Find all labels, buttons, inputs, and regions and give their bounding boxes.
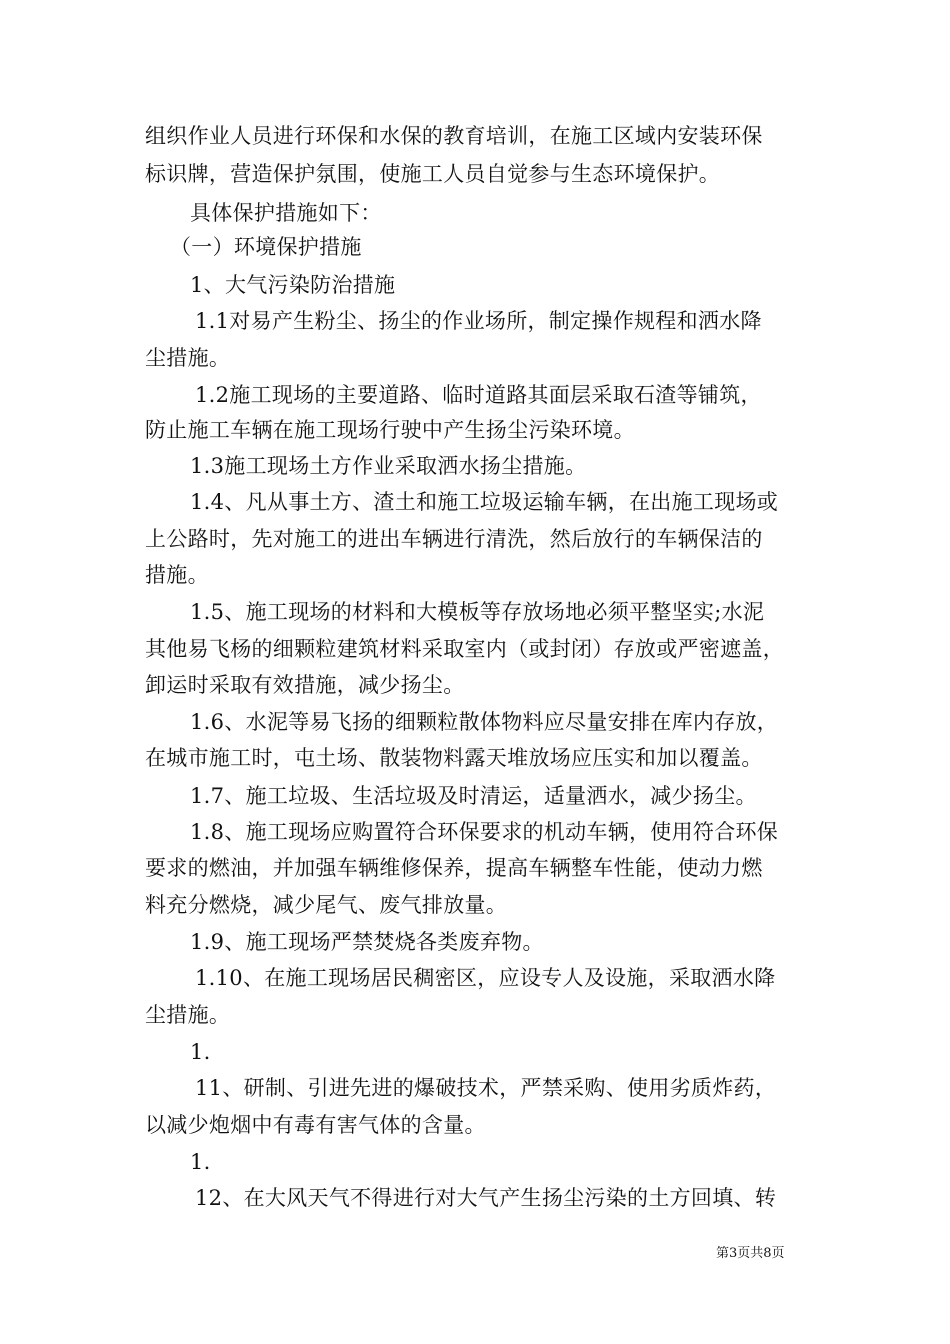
text-line: 1. (190, 1150, 211, 1174)
text-line: 1.6、水泥等易飞扬的细颗粒散体物料应尽量安排在库内存放， (190, 710, 779, 734)
text-line: 1.1对易产生粉尘、扬尘的作业场所，制定操作规程和洒水降 (195, 309, 762, 333)
text-line: 组织作业人员进行环保和水保的教育培训，在施工区域内安装环保 (145, 124, 763, 148)
text-line: 具体保护措施如下： (190, 201, 382, 225)
text-line: 1.3施工现场土方作业采取洒水扬尘措施。 (190, 454, 587, 478)
text-line: 1.4、凡从事土方、渣土和施工垃圾运输车辆，在出施工现场或 (190, 490, 779, 514)
text-line: 上公路时，先对施工的进出车辆进行清洗，然后放行的车辆保洁的 (145, 527, 763, 551)
text-line: 以减少炮烟中有毒有害气体的含量。 (145, 1113, 486, 1137)
text-line: 12、在大风天气不得进行对大气产生扬尘污染的土方回填、转 (195, 1186, 777, 1210)
text-line: 1.8、施工现场应购置符合环保要求的机动车辆，使用符合环保 (190, 820, 779, 844)
text-line: 防止施工车辆在施工现场行驶中产生扬尘污染环境。 (145, 418, 635, 442)
text-line: 其他易飞杨的细颗粒建筑材料采取室内（或封闭）存放或严密遮盖， (145, 637, 784, 661)
text-line: 1.5、施工现场的材料和大模板等存放场地必须平整坚实;水泥 (190, 600, 765, 624)
text-line: 料充分燃烧，减少尾气、废气排放量。 (145, 893, 508, 917)
text-line: 标识牌，营造保护氛围，使施工人员自觉参与生态环境保护。 (145, 162, 721, 186)
text-line: 1.9、施工现场严禁焚烧各类废弃物。 (190, 930, 544, 954)
text-line: 在城市施工时，屯土场、散装物料露天堆放场应压实和加以覆盖。 (145, 746, 763, 770)
page-number: 第3页共8页 (716, 1246, 785, 1261)
text-line: 卸运时采取有效措施，减少扬尘。 (145, 673, 465, 697)
section-heading: （一）环境保护措施 (170, 235, 362, 259)
text-line: 1.10、在施工现场居民稠密区，应设专人及设施，采取洒水降 (195, 966, 776, 990)
text-line: 1. (190, 1040, 211, 1064)
text-line: 1.7、施工垃圾、生活垃圾及时清运，适量洒水，减少扬尘。 (190, 784, 757, 808)
text-line: 尘措施。 (145, 346, 231, 370)
text-line: 要求的燃油，并加强车辆维修保养，提高车辆整车性能，使动力燃 (145, 856, 763, 880)
subsection-heading: 1、大气污染防治措施 (190, 273, 396, 297)
text-line: 11、研制、引进先进的爆破技术，严禁采购、使用劣质炸药， (195, 1076, 777, 1100)
text-line: 措施。 (145, 563, 209, 587)
text-line: 1.2施工现场的主要道路、临时道路其面层采取石渣等铺筑， (195, 383, 762, 407)
text-line: 尘措施。 (145, 1003, 231, 1027)
